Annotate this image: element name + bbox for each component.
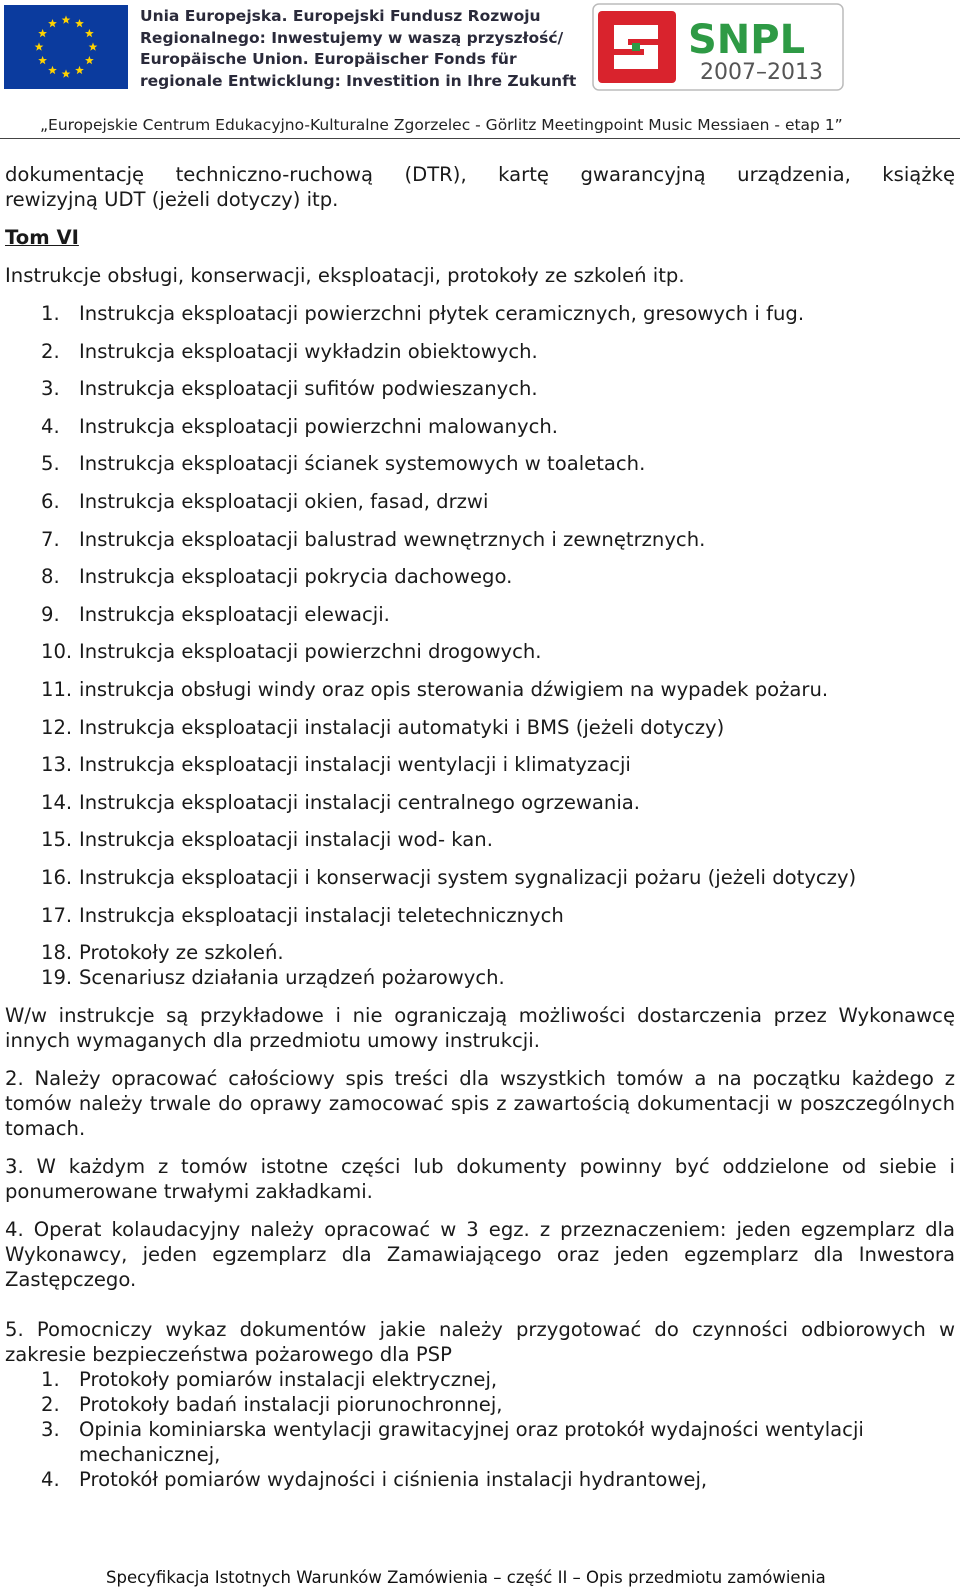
eu-text-line: Regionalnego: Inwestujemy w waszą przyszłość/ — [140, 28, 564, 47]
eu-funding-text — [140, 6, 577, 92]
logo-years: 2007–2013 — [700, 60, 823, 85]
logo-text: SNPL — [688, 17, 806, 63]
list-item: 3. Instrukcja eksploatacji sufitów podwieszanych. — [41, 377, 538, 401]
list-item: 17. Instrukcja eksploatacji instalacji teletechnicznych — [41, 903, 564, 927]
project-title: „Europejskie Centrum Edukacyjno-Kulturalne Zgorzelec - Görlitz Meetingpoint Music Messiaen - etap 1” — [40, 116, 843, 134]
list-item: 5. Instrukcja eksploatacji ścianek systemowych w toaletach. — [41, 452, 646, 476]
point-paragraph: 4. Operat kolaudacyjny należy opracować w 3 egz. z przeznaczeniem: jeden egzemplarz dla Wykonawcy, jeden egzemplarz dla Zamawiającego oraz jeden egzemplarz dla Inwestora Zastępczego. — [5, 1218, 955, 1292]
list-item: 3. Opinia kominiarska wentylacji grawitacyjnej oraz protokół wydajności wentylacji mechanicznej, — [41, 1418, 864, 1467]
intro-line: rewizyjną UDT (jeżeli dotyczy) itp. — [5, 188, 339, 211]
list-item: 11. instrukcja obsługi windy oraz opis sterowania dźwigiem na wypadek pożaru. — [41, 677, 829, 701]
list-item: 13. Instrukcja eksploatacji instalacji wentylacji i klimatyzacji — [41, 753, 631, 777]
document-body — [5, 162, 955, 1492]
list-item: 2. Instrukcja eksploatacji wykładzin obiektowych. — [41, 339, 538, 363]
eu-flag-icon — [4, 5, 128, 89]
list-item: 9. Instrukcja eksploatacji elewacji. — [41, 602, 390, 626]
note-paragraph: W/w instrukcje są przykładowe i nie ograniczają możliwości dostarczenia przez Wykonawcę innych wymaganych dla przedmiotu umowy instrukcji. — [5, 1004, 955, 1053]
list-item: 4. Protokół pomiarów wydajności i ciśnienia instalacji hydrantowej, — [41, 1468, 708, 1492]
list-item: 8. Instrukcja eksploatacji pokrycia dachowego. — [41, 565, 513, 589]
list-item: 15. Instrukcja eksploatacji instalacji wod- kan. — [41, 828, 493, 852]
tom-heading: Tom VI — [5, 226, 79, 249]
header-divider — [0, 138, 960, 139]
list-item: 14. Instrukcja eksploatacji instalacji centralnego ogrzewania. — [41, 790, 641, 814]
point-paragraph: 5. Pomocniczy wykaz dokumentów jakie należy przygotować do czynności odbiorowych w zakresie bezpieczeństwa pożarowego dla PSP — [5, 1318, 955, 1367]
eu-text-line: Unia Europejska. Europejski Fundusz Rozwoju — [140, 7, 541, 25]
list-item: 2. Protokoły badań instalacji piorunochronnej, — [41, 1393, 503, 1417]
list-item: 12. Instrukcja eksploatacji instalacji automatyki i BMS (jeżeli dotyczy) — [41, 715, 725, 739]
eu-text-line: Europäische Union. Europäischer Fonds für — [140, 50, 517, 68]
point-paragraph: 3. W każdym z tomów istotne części lub dokumenty powinny być oddzielone od siebie i ponumerowane trwałymi zakładkami. — [5, 1155, 955, 1204]
list-item: 6. Instrukcja eksploatacji okien, fasad, drzwi — [41, 489, 489, 513]
eu-text-line: regionale Entwicklung: Investition in Ihre Zukunft — [140, 71, 577, 90]
page-header — [0, 0, 960, 140]
list-item: 16. Instrukcja eksploatacji i konserwacji system sygnalizacji pożaru (jeżeli dotyczy) — [41, 865, 857, 889]
list-item: 18. Protokoły ze szkoleń. — [41, 941, 284, 965]
list-item: 19. Scenariusz działania urządzeń pożarowych. — [41, 966, 505, 990]
list-item: 7. Instrukcja eksploatacji balustrad wewnętrznych i zewnętrznych. — [41, 527, 706, 551]
list-item: 1. Instrukcja eksploatacji powierzchni płytek ceramicznych, gresowych i fug. — [41, 302, 805, 325]
intro-line: dokumentację techniczno-ruchową (DTR), kartę gwarancyjną urządzenia, książkę — [5, 163, 955, 186]
instructions-list — [5, 301, 955, 990]
page-footer: Specyfikacja Istotnych Warunków Zamówienia – część II – Opis przedmiotu zamówienia — [106, 1568, 826, 1587]
psp-documents-list — [5, 1367, 955, 1492]
point-paragraph: 2. Należy opracować całościowy spis treści dla wszystkich tomów a na początku każdego z tomów należy trwale do oprawy zamocować spis z zawartością dokumentacji w poszczególnych tomach. — [5, 1067, 955, 1141]
list-item: 10. Instrukcja eksploatacji powierzchni drogowych. — [41, 640, 542, 664]
snpl-logo — [592, 3, 844, 91]
tom-description: Instrukcje obsługi, konserwacji, eksploatacji, protokoły ze szkoleń itp. — [5, 264, 685, 287]
list-item: 4. Instrukcja eksploatacji powierzchni malowanych. — [41, 414, 558, 438]
list-item: 1. Protokoły pomiarów instalacji elektrycznej, — [41, 1368, 498, 1392]
